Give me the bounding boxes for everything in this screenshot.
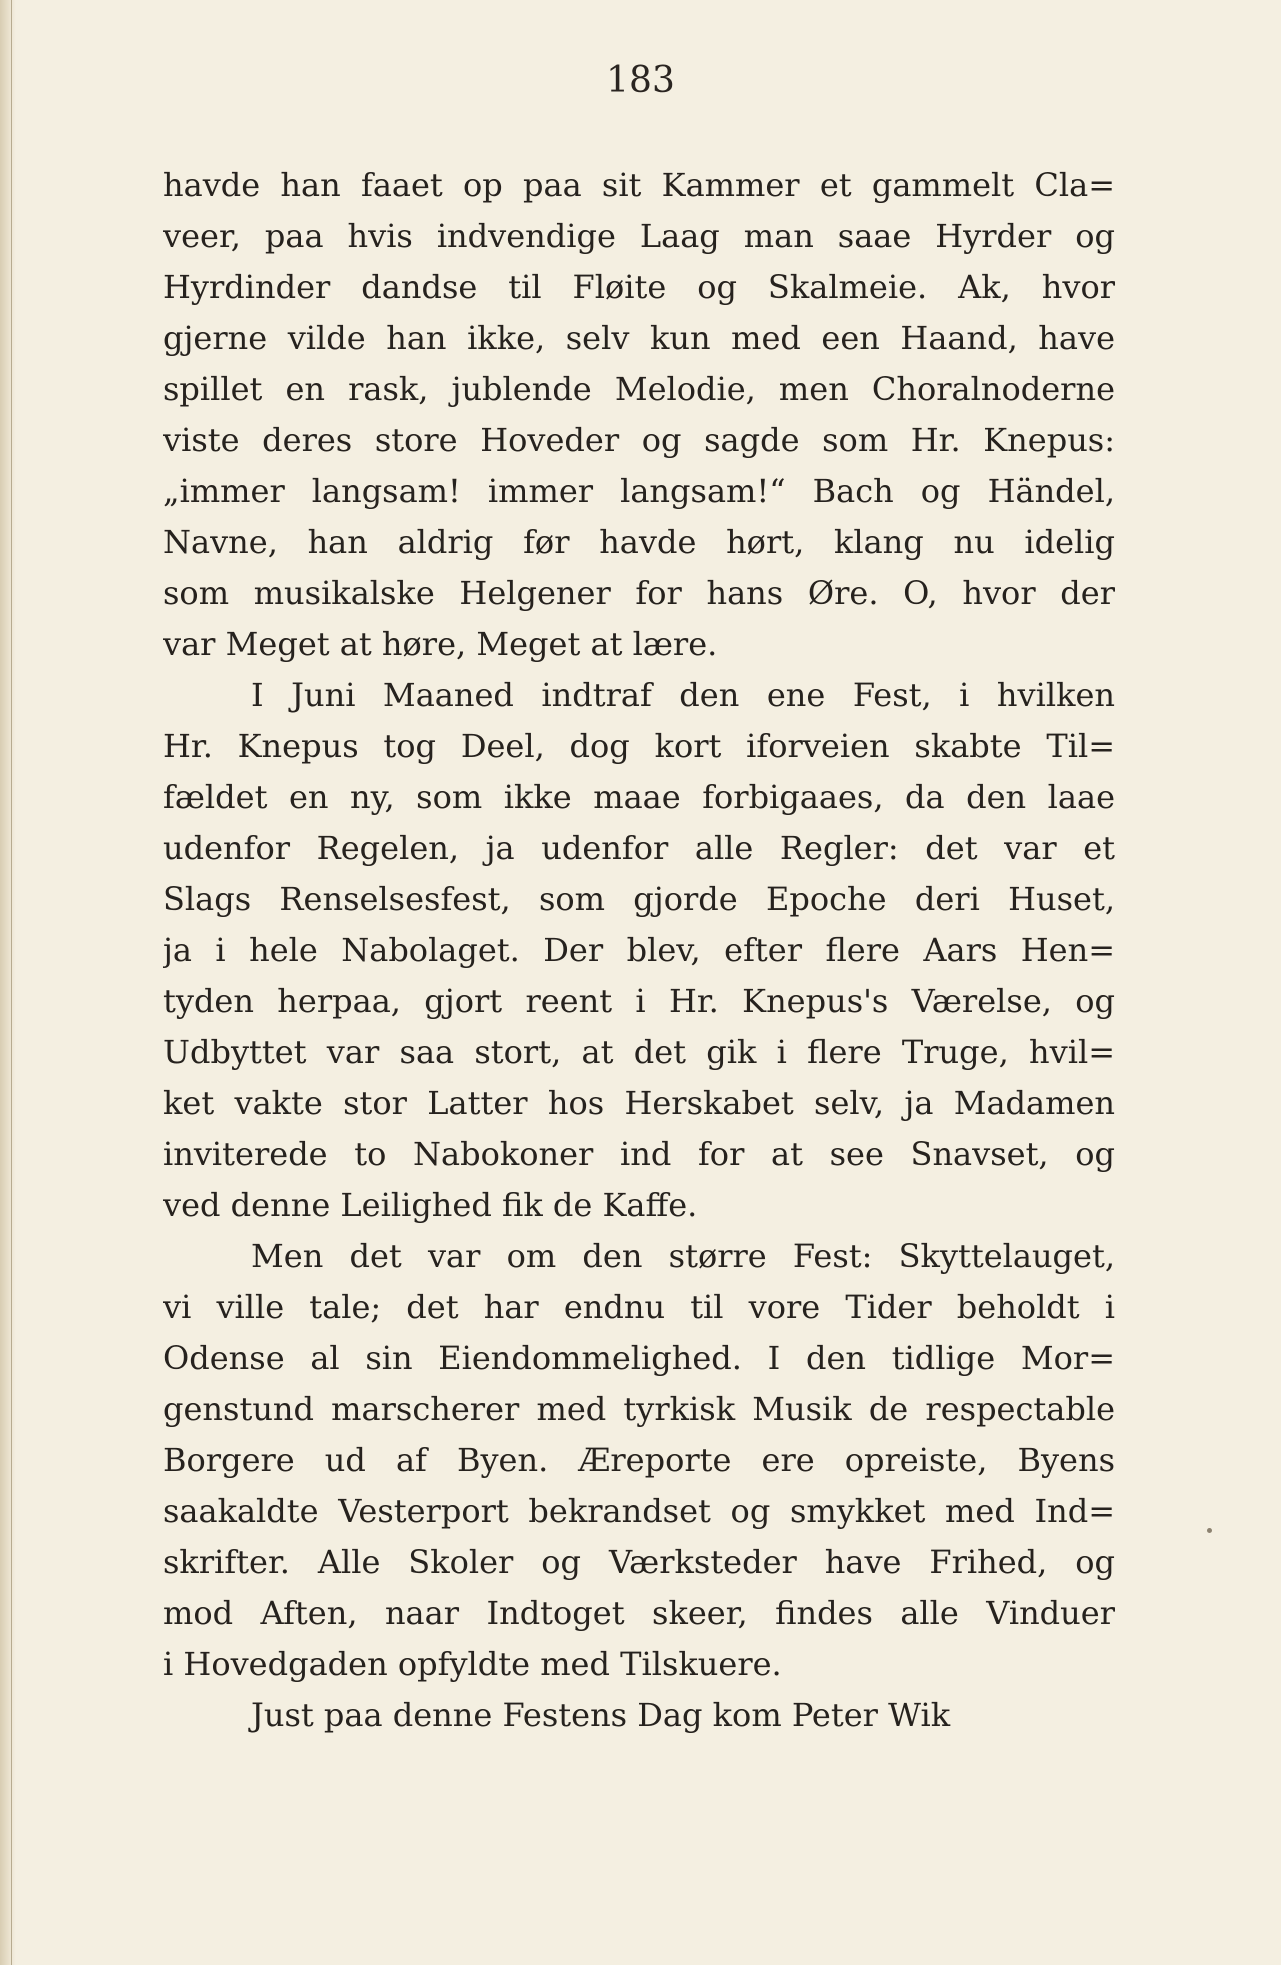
text-line: i Hovedgaden opfyldte med Tilskuere. xyxy=(163,1645,782,1683)
text-line: udenfor Regelen, ja udenfor alle Regler: det var et xyxy=(163,829,1115,867)
paper-speck xyxy=(1207,1528,1212,1533)
text-line: Udbyttet var saa stort, at det gik i flere Truge, hvil= xyxy=(163,1033,1115,1071)
text-line: gjerne vilde han ikke, selv kun med een Haand, have xyxy=(163,319,1115,357)
text-line: fældet en ny, som ikke maae forbigaaes, da den laae xyxy=(163,778,1115,816)
text-line: som musikalske Helgener for hans Øre. O, hvor der xyxy=(163,574,1115,612)
paragraph-start-line: Just paa denne Festens Dag kom Peter Wik xyxy=(251,1696,951,1734)
page-number: 183 xyxy=(606,60,675,101)
page-binding-edge xyxy=(0,0,16,1965)
text-line: ved denne Leilighed fik de Kaffe. xyxy=(163,1186,698,1224)
text-line: tyden herpaa, gjort reent i Hr. Knepus's Værelse, og xyxy=(163,982,1115,1020)
text-line: spillet en rask, jublende Melodie, men Choralnoderne xyxy=(163,370,1115,408)
text-line: viste deres store Hoveder og sagde som Hr. Knepus: xyxy=(163,421,1115,459)
text-line: Odense al sin Eiendommelighed. I den tidlige Mor= xyxy=(163,1339,1115,1377)
text-line: veer, paa hvis indvendige Laag man saae Hyrder og xyxy=(163,217,1115,255)
text-line: genstund marscherer med tyrkisk Musik de respectable xyxy=(163,1390,1115,1428)
text-line: havde han faaet op paa sit Kammer et gammelt Cla= xyxy=(163,166,1115,204)
text-line: mod Aften, naar Indtoget skeer, findes alle Vinduer xyxy=(163,1594,1115,1632)
text-line: Hr. Knepus tog Deel, dog kort iforveien skabte Til= xyxy=(163,727,1115,765)
body-text xyxy=(163,160,1115,1741)
paragraph-start-line: I Juni Maaned indtraf den ene Fest, i hvilken xyxy=(251,676,1115,714)
text-line: saakaldte Vesterport bekrandset og smykket med Ind= xyxy=(163,1492,1115,1530)
text-line: ket vakte stor Latter hos Herskabet selv, ja Madamen xyxy=(163,1084,1115,1122)
page-binding-line xyxy=(11,0,12,1965)
text-line: skrifter. Alle Skoler og Værksteder have Frihed, og xyxy=(163,1543,1115,1581)
text-line: ja i hele Nabolaget. Der blev, efter flere Aars Hen= xyxy=(163,931,1115,969)
text-line: vi ville tale; det har endnu til vore Tider beholdt i xyxy=(163,1288,1115,1326)
text-line: Navne, han aldrig før havde hørt, klang nu idelig xyxy=(163,523,1115,561)
text-line: var Meget at høre, Meget at lære. xyxy=(163,625,718,663)
text-line: Hyrdinder dandse til Fløite og Skalmeie. Ak, hvor xyxy=(163,268,1115,306)
paragraph-start-line: Men det var om den større Fest: Skyttelauget, xyxy=(251,1237,1115,1275)
text-line: inviterede to Nabokoner ind for at see Snavset, og xyxy=(163,1135,1115,1173)
text-line: Slags Renselsesfest, som gjorde Epoche deri Huset, xyxy=(163,880,1115,918)
text-line: „immer langsam! immer langsam!“ Bach og Händel, xyxy=(163,472,1115,510)
text-line: Borgere ud af Byen. Æreporte ere opreiste, Byens xyxy=(163,1441,1115,1479)
